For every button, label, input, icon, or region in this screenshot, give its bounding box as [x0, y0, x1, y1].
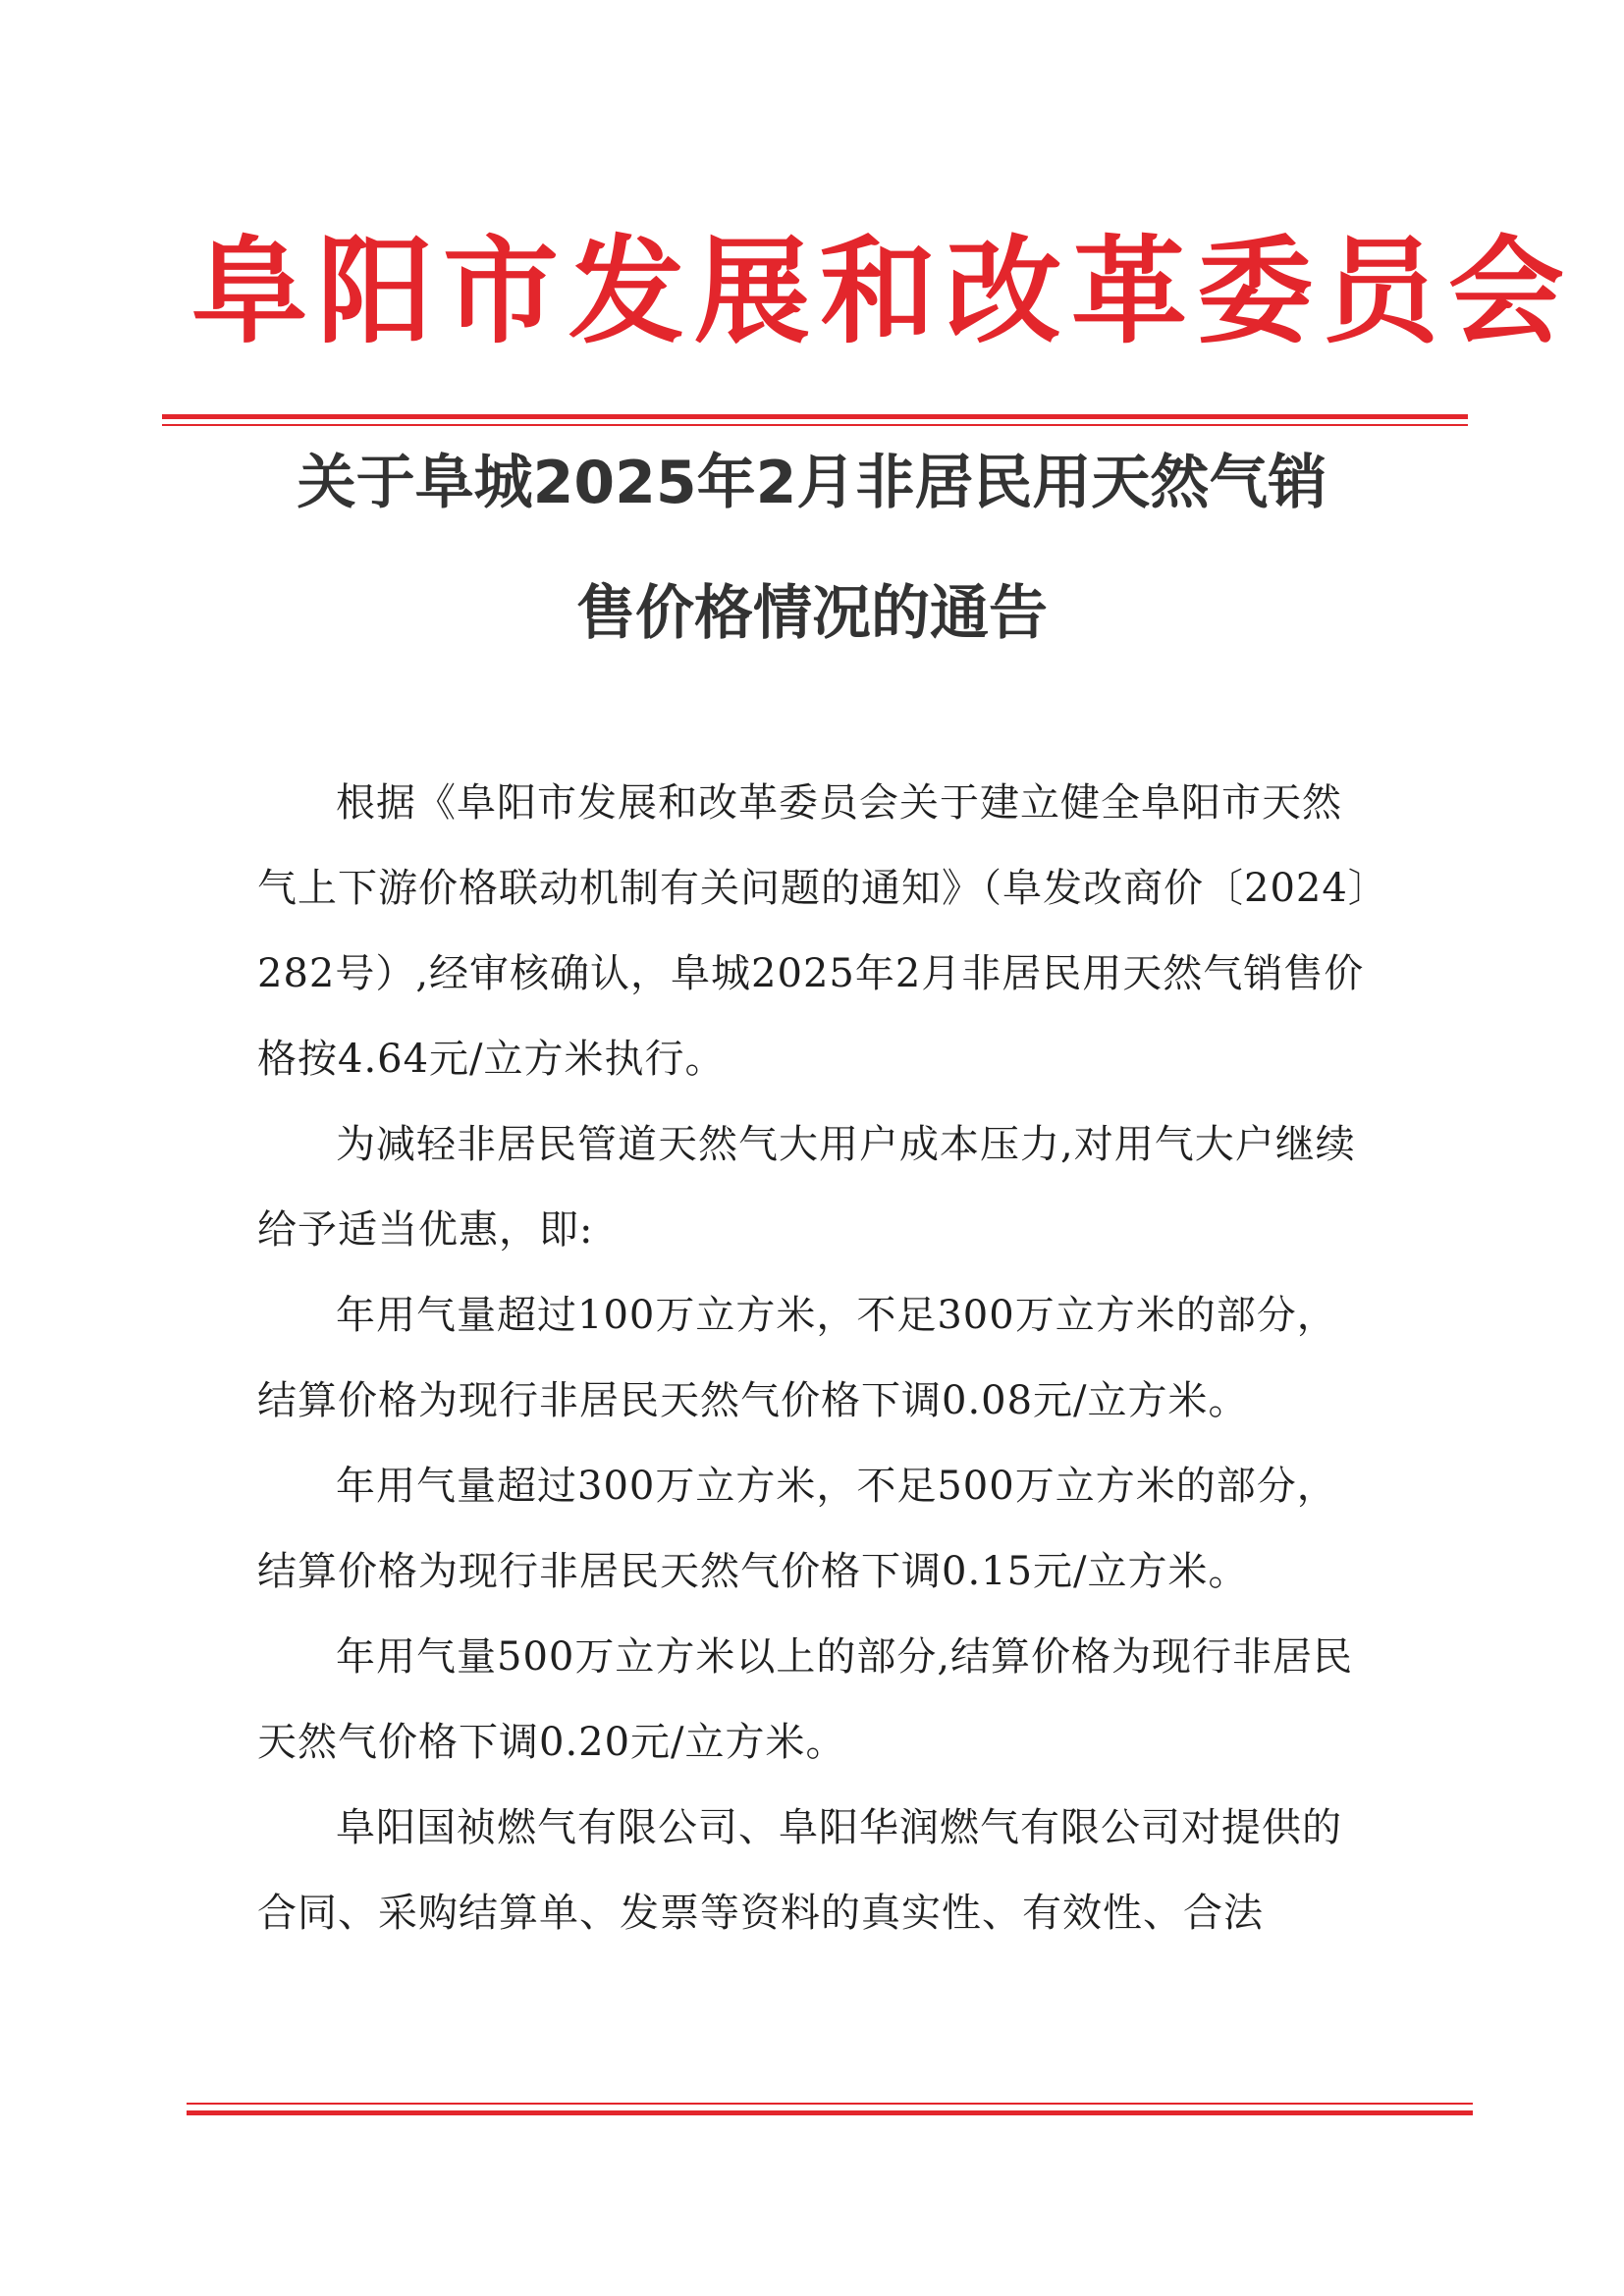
paragraph-companies: 阜阳国祯燃气有限公司、阜阳华润燃气有限公司对提供的合同、采购结算单、发票等资料的真实性、有效性、合法 [257, 1805, 1342, 1936]
paragraph-tier-1: 年用气量超过100万立方米，不足300万立方米的部分，结算价格为现行非居民天然气价格下调0.08元/立方米。 [257, 1293, 1337, 1423]
document-title-line2: 售价格情况的通告 [576, 579, 1048, 648]
footer-rule-thick [187, 2110, 1473, 2115]
paragraph-tier-2: 年用气量超过300万立方米，不足500万立方米的部分，结算价格为现行非居民天然气价格下调0.15元/立方米。 [257, 1464, 1337, 1594]
document-title-line1: 关于阜城2025年2月非居民用天然气销 [297, 449, 1327, 517]
document-body [257, 761, 1377, 1956]
paragraph-basis: 根据《阜阳市发展和改革委员会关于建立健全阜阳市天然气上下游价格联动机制有关问题的通知》（阜发改商价〔2024〕282号）,经审核确认，阜城2025年2月非居民用天然气销售价格按4.64元/立方米执行。 [257, 780, 1369, 1082]
paragraph-relief: 为减轻非居民管道天然气大用户成本压力,对用气大户继续给予适当优惠，即: [257, 1122, 1356, 1253]
footer-rule-thin [187, 2103, 1473, 2105]
paragraph-tier-3: 年用气量500万立方米以上的部分,结算价格为现行非居民天然气价格下调0.20元/立方米。 [257, 1634, 1354, 1765]
masthead-rule-thick [162, 414, 1468, 419]
masthead-org-name: 阜阳市发展和改革委员会 [191, 223, 1575, 359]
masthead-rule-thin [162, 424, 1468, 426]
